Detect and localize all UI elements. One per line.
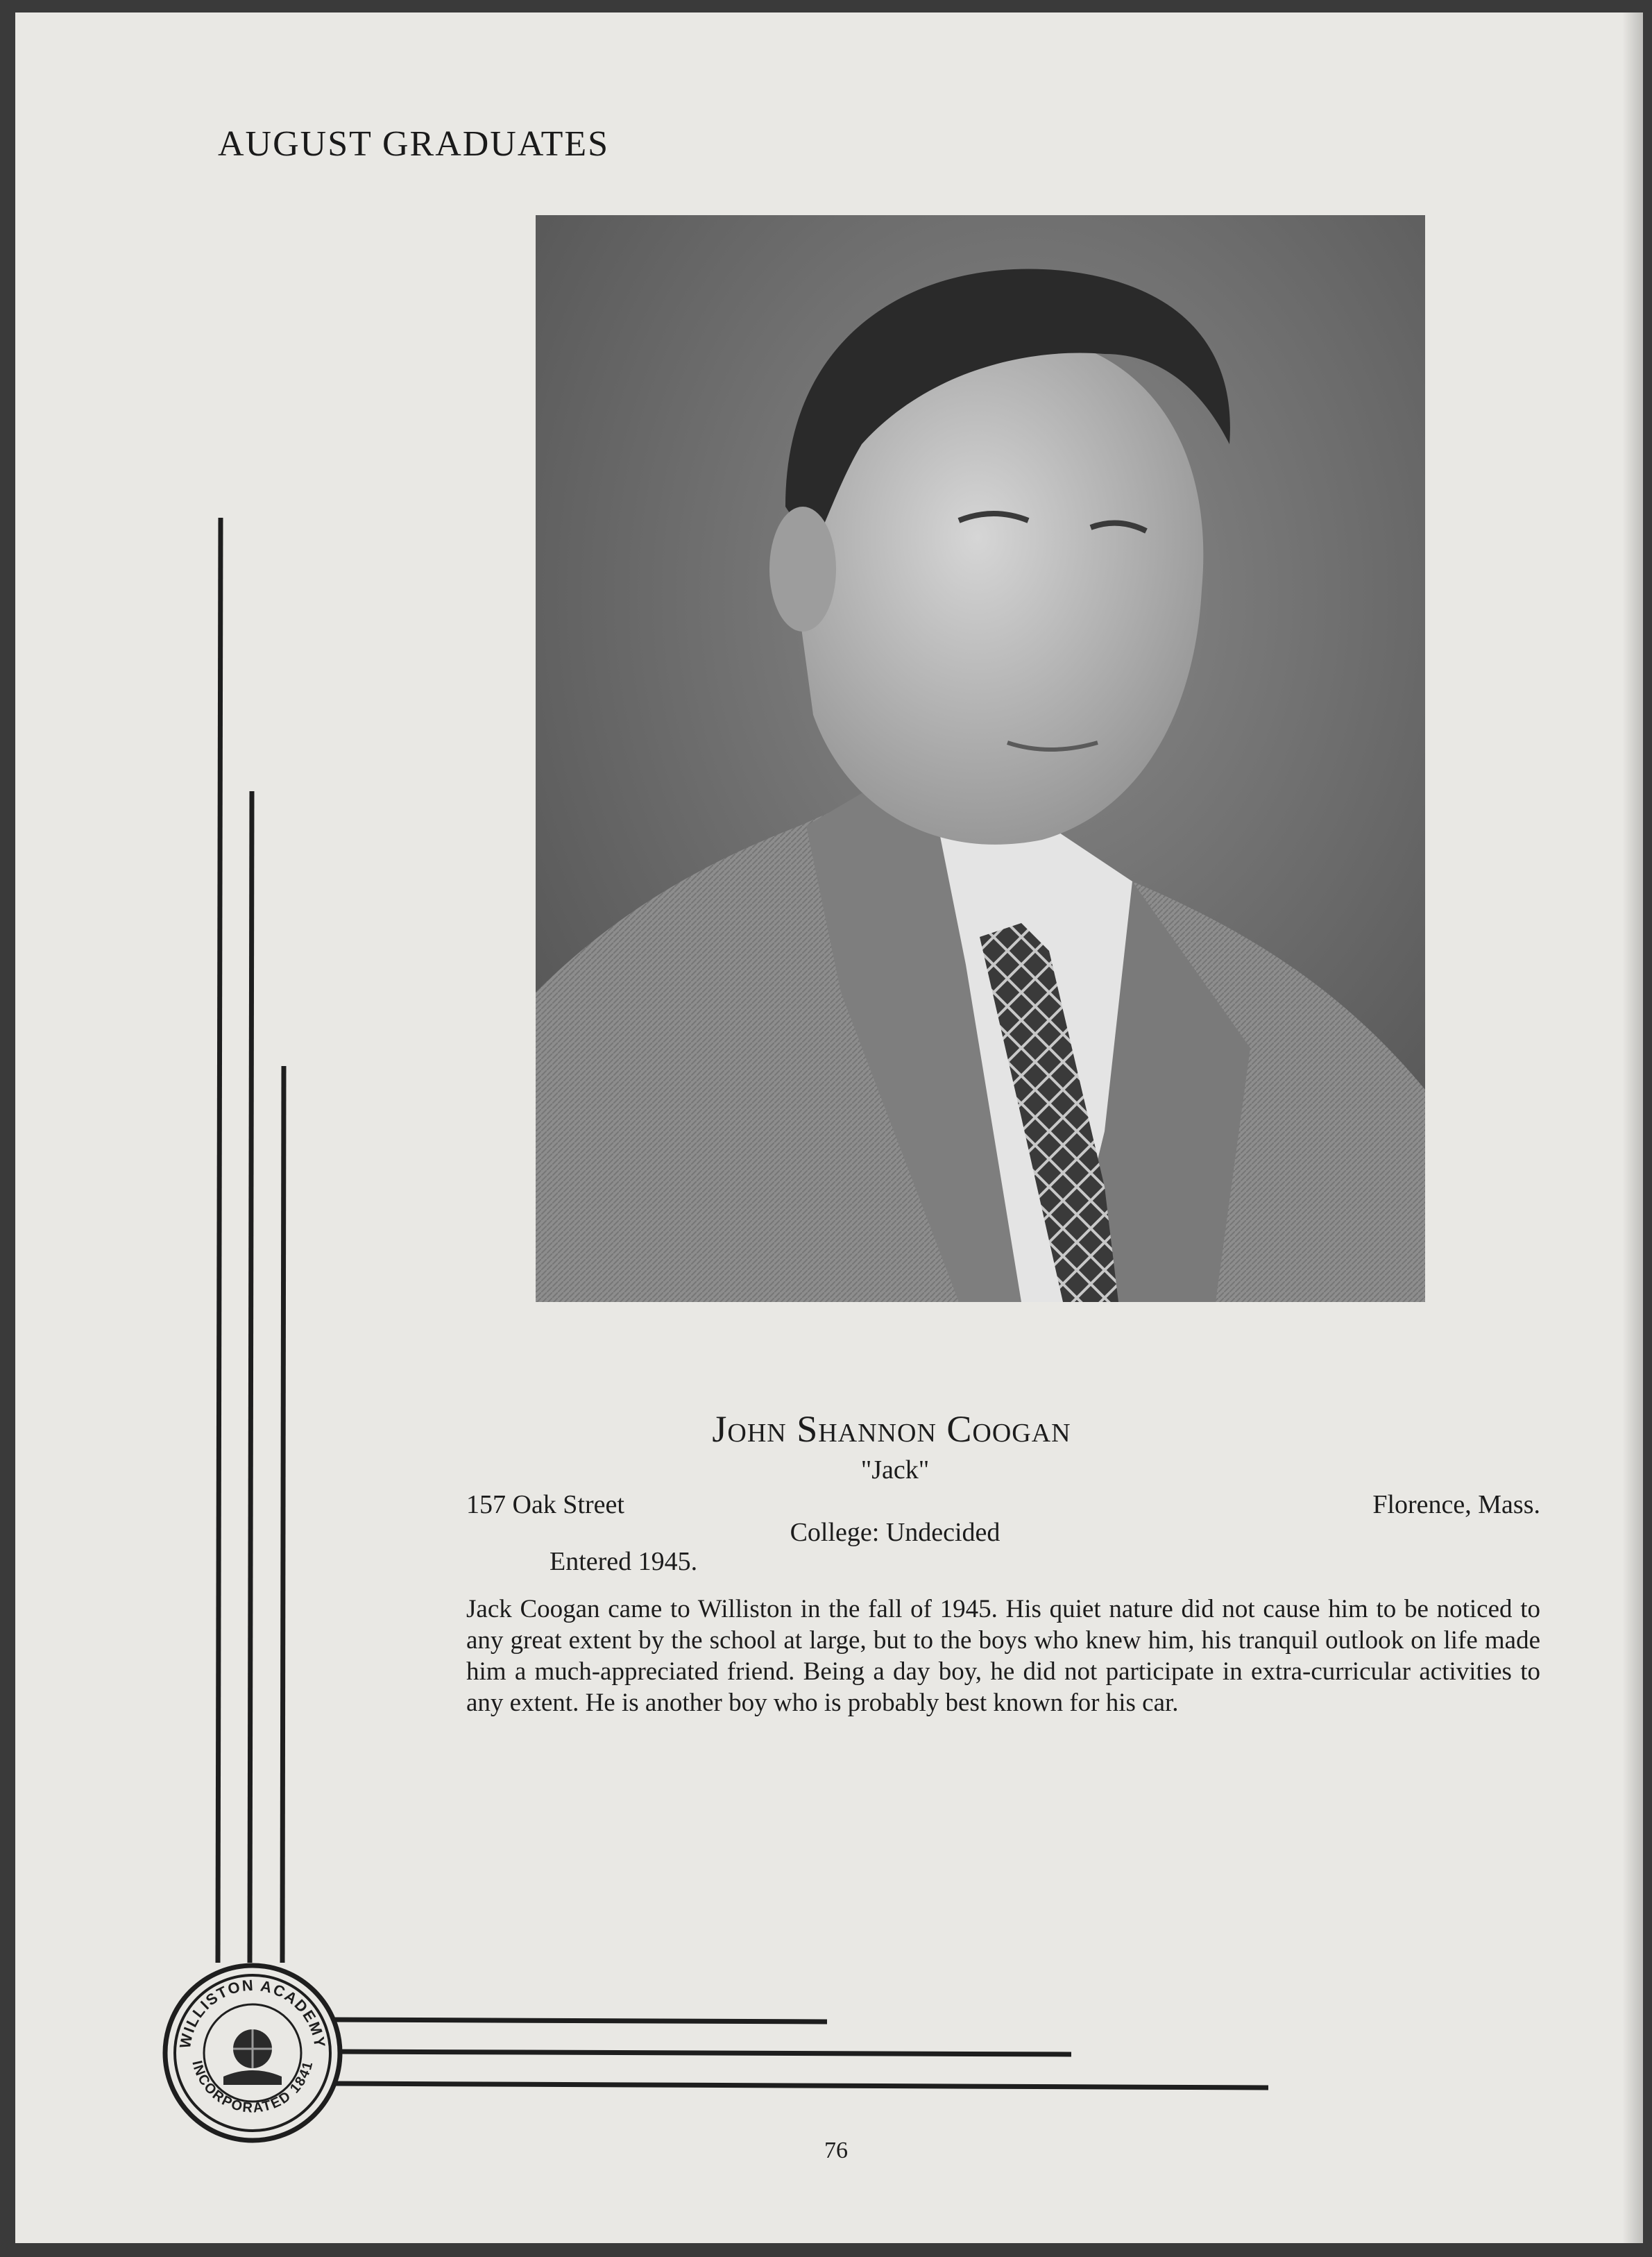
section-title: AUGUST GRADUATES: [218, 124, 610, 164]
graduate-name: John Shannon Coogan: [712, 1408, 1071, 1450]
graduate-hometown: Florence, Mass.: [1372, 1490, 1540, 1519]
page-number: 76: [824, 2138, 848, 2163]
graduate-bio: Jack Coogan came to Williston in the fall of 1945. His quiet nature did not cause him to be noticed to any great extent by the school at large, but to the boys who knew him, his tranquil outlook on life made him a much-appreciated friend. Being a day boy, he did not participate in extra-curricular activities to any extent. He is another boy who is probably best known for his car.: [466, 1595, 1540, 1717]
binding-shadow: [1622, 12, 1643, 2243]
graduate-address: 157 Oak Street: [466, 1490, 624, 1519]
graduate-nickname: "Jack": [860, 1455, 930, 1485]
williston-academy-seal: [160, 1960, 346, 2146]
yearbook-page: [15, 12, 1643, 2243]
graduate-college: College: Undecided: [790, 1518, 1000, 1547]
graduate-entered: Entered 1945.: [550, 1547, 698, 1576]
portrait-photo: [536, 215, 1425, 1302]
svg-text:WILLISTON ACADEMY: WILLISTON ACADEMY: [176, 1976, 329, 2050]
svg-text:INCORPORATED 1841: INCORPORATED 1841: [189, 2059, 316, 2116]
graduate-portrait: [536, 215, 1425, 1302]
